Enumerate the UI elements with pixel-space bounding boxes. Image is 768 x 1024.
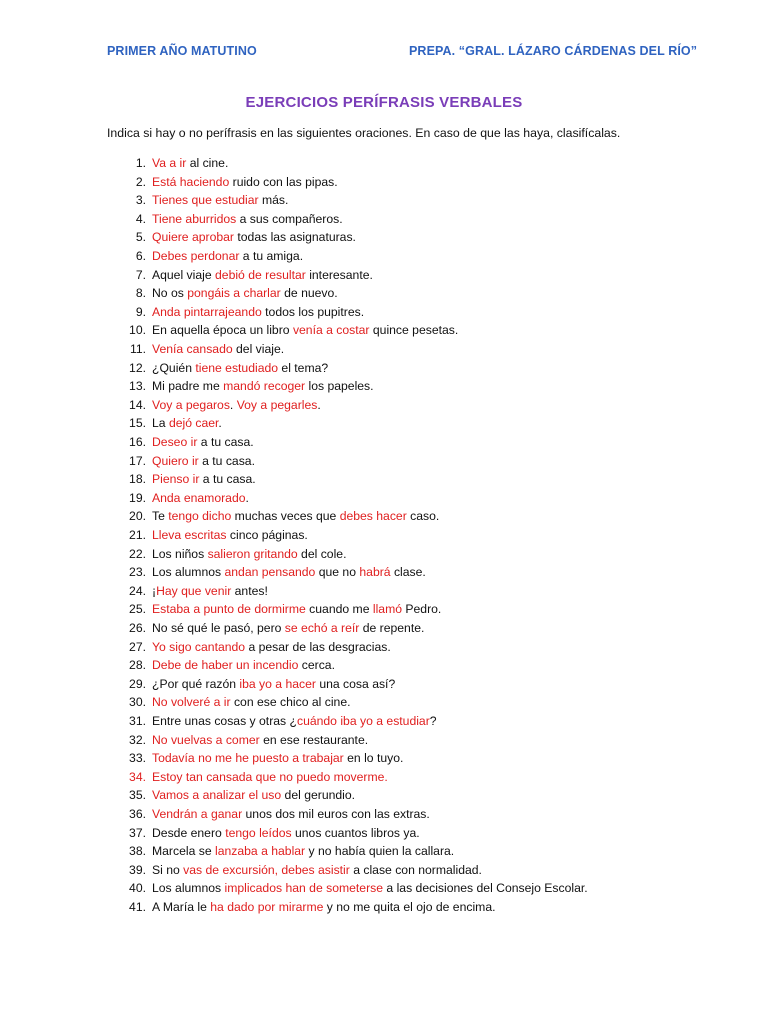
item-sentence	[152, 526, 308, 545]
item-sentence	[152, 173, 338, 192]
item-sentence	[152, 656, 335, 675]
list-item	[0, 805, 700, 824]
sentence-text: unos cuantos libros ya.	[291, 825, 420, 840]
item-sentence	[152, 414, 222, 433]
periphrasis-highlight: pongáis a charlar	[187, 286, 281, 301]
sentence-text: a las decisiones del Consejo Escolar.	[383, 881, 588, 896]
sentence-text: que no	[315, 565, 360, 580]
item-number: 4.	[135, 211, 146, 226]
sentence-text: A María le	[152, 900, 211, 914]
item-sentence	[152, 600, 441, 619]
periphrasis-highlight: tengo dicho	[168, 509, 232, 524]
item-sentence	[152, 154, 228, 173]
list-item	[0, 507, 700, 526]
sentence-text: más.	[258, 193, 289, 208]
item-number: 14.	[129, 397, 146, 412]
periphrasis-highlight: Estoy tan cansada	[152, 769, 253, 784]
periphrasis-highlight: Tiene aburridos	[152, 211, 237, 226]
sentence-text: Entre unas cosas y otras ¿	[152, 714, 297, 728]
list-item	[0, 377, 700, 396]
periphrasis-highlight: mandó recoger	[223, 379, 306, 394]
periphrasis-highlight: iba yo a hacer	[239, 676, 316, 691]
list-item	[0, 173, 700, 192]
list-item	[0, 786, 700, 805]
periphrasis-highlight: Debes perdonar	[152, 249, 240, 263]
sentence-text: caso.	[406, 509, 440, 524]
item-number: 37.	[129, 825, 146, 840]
item-sentence	[152, 359, 328, 378]
periphrasis-highlight: ha dado por mirarme	[210, 900, 324, 914]
list-item	[0, 359, 700, 378]
list-item	[0, 266, 700, 285]
periphrasis-highlight: lanzaba a hablar	[215, 844, 306, 859]
periphrasis-highlight: Está haciendo	[152, 174, 230, 189]
item-number: 29.	[129, 676, 146, 691]
item-sentence	[152, 247, 303, 266]
sentence-text: con ese chico al cine.	[230, 695, 351, 710]
sentence-text: ¡	[152, 583, 157, 598]
periphrasis-highlight: Voy a pegaros	[152, 397, 230, 412]
sentence-text: clase.	[390, 565, 426, 580]
sentence-text: a pesar de las desgracias.	[245, 639, 391, 654]
item-sentence	[152, 321, 458, 340]
item-number: 21.	[129, 528, 146, 542]
periphrasis-highlight: tengo leídos	[225, 825, 292, 840]
item-sentence	[152, 470, 256, 489]
sentence-text: y no me quita el ojo de encima.	[323, 900, 496, 914]
sentence-text: todos los pupitres.	[261, 304, 365, 319]
periphrasis-highlight: andan pensando	[224, 565, 316, 580]
instruction-text: Indica si hay o no perífrasis en las siguientes oraciones. En caso de que las haya, clasifícalas.	[107, 126, 621, 140]
sentence-text: No os	[152, 286, 188, 301]
item-sentence	[152, 749, 403, 768]
list-item	[0, 879, 700, 898]
sentence-text: al cine.	[186, 156, 229, 170]
sentence-text: cerca.	[298, 658, 335, 673]
item-number: 8.	[135, 286, 146, 301]
sentence-text: Te	[152, 509, 169, 524]
list-item	[0, 284, 700, 303]
item-number: 15.	[129, 416, 146, 431]
list-item	[0, 545, 700, 564]
periphrasis-highlight: Quiero ir	[152, 453, 199, 468]
periphrasis-highlight: Todavía no me he puesto a trabajar	[152, 751, 344, 766]
periphrasis-highlight: Voy a pegarles	[236, 397, 318, 412]
sentence-text: el tema?	[278, 360, 329, 375]
list-item	[0, 526, 700, 545]
periphrasis-highlight: debes hacer	[339, 509, 407, 524]
item-number: 33.	[129, 751, 146, 766]
periphrasis-highlight: Estaba a punto de dormirme	[152, 602, 306, 617]
item-number: 39.	[129, 862, 146, 877]
item-sentence	[152, 191, 288, 210]
sentence-text: a sus compañeros.	[236, 211, 343, 226]
item-sentence	[152, 507, 439, 526]
item-number: 31.	[129, 714, 146, 728]
periphrasis-highlight: tiene estudiado	[195, 360, 279, 375]
item-number: 17.	[129, 453, 146, 468]
list-item	[0, 340, 700, 359]
sentence-text: en ese restaurante.	[259, 732, 369, 747]
item-sentence	[152, 582, 268, 601]
list-item	[0, 414, 700, 433]
item-sentence	[152, 805, 430, 824]
list-item	[0, 303, 700, 322]
item-sentence	[152, 824, 420, 843]
sentence-text: los papeles.	[305, 379, 374, 394]
sentence-text: Los alumnos	[152, 881, 225, 896]
item-number: 9.	[135, 304, 146, 319]
sentence-text: Aquel viaje	[152, 267, 216, 282]
periphrasis-highlight: venía a costar	[292, 323, 370, 338]
list-item	[0, 247, 700, 266]
sentence-text: .	[245, 490, 249, 505]
sentence-text: y no había quien la callara.	[305, 844, 455, 859]
periphrasis-highlight: No volveré a ir	[152, 695, 231, 710]
item-number: 11.	[129, 342, 146, 356]
item-number: 16.	[129, 435, 146, 449]
sentence-text: del viaje.	[232, 342, 285, 356]
periphrasis-highlight: Hay que venir	[156, 583, 232, 598]
list-item	[0, 619, 700, 638]
sentence-text: que no	[252, 769, 297, 784]
sentence-text: unos dos mil euros con las extras.	[242, 807, 430, 821]
item-sentence	[152, 619, 424, 638]
list-item	[0, 638, 700, 657]
sentence-text: Si no	[152, 862, 184, 877]
item-sentence	[152, 861, 482, 880]
list-item	[0, 600, 700, 619]
item-number: 28.	[129, 658, 146, 673]
item-sentence	[152, 340, 284, 359]
sentence-text: del cole.	[297, 546, 347, 561]
item-number: 35.	[129, 788, 146, 803]
item-number: 1.	[135, 156, 146, 170]
item-sentence	[152, 228, 356, 247]
item-number: 6.	[135, 249, 146, 263]
periphrasis-highlight: puedo moverme	[296, 769, 385, 784]
list-item	[0, 321, 700, 340]
periphrasis-highlight: salieron gritando	[207, 546, 298, 561]
item-number: 19.	[129, 490, 146, 505]
list-item	[0, 433, 700, 452]
periphrasis-highlight: Yo sigo cantando	[152, 639, 246, 654]
header-right: PREPA. “GRAL. LÁZARO CÁRDENAS DEL RÍO”	[409, 44, 698, 58]
item-number: 18.	[129, 472, 146, 487]
list-item	[0, 824, 700, 843]
periphrasis-highlight: cuándo iba yo a estudiar	[296, 714, 430, 728]
periphrasis-highlight: vas de excursión, debes asistir	[183, 862, 350, 877]
list-item	[0, 731, 700, 750]
sentence-text: Mi padre me	[152, 379, 224, 394]
item-sentence	[152, 898, 495, 917]
list-item	[0, 861, 700, 880]
sentence-text: de nuevo.	[280, 286, 338, 301]
sentence-text: .	[317, 397, 321, 412]
item-sentence	[152, 452, 255, 471]
item-number: 13.	[129, 379, 146, 394]
item-number: 30.	[129, 695, 146, 710]
sentence-text: No sé qué le pasó, pero	[152, 621, 285, 635]
sentence-text: interesante.	[305, 267, 373, 282]
item-sentence	[152, 879, 588, 898]
item-sentence	[152, 638, 391, 657]
sentence-text: de repente.	[359, 621, 425, 635]
item-sentence	[152, 433, 254, 452]
sentence-text: La	[152, 416, 169, 431]
periphrasis-highlight: se echó a reír	[284, 621, 360, 635]
item-number: 12.	[129, 360, 146, 375]
sentence-text: Marcela se	[152, 844, 215, 859]
sentence-text: ¿Por qué razón	[152, 676, 240, 691]
periphrasis-highlight: Quiere aprobar	[152, 230, 234, 245]
periphrasis-highlight: Anda enamorado	[152, 490, 246, 505]
list-item	[0, 228, 700, 247]
item-number: 32.	[129, 732, 146, 747]
item-number: 24.	[129, 583, 146, 598]
item-number: 10.	[129, 323, 146, 338]
list-item	[0, 898, 700, 917]
sentence-text: cinco páginas.	[226, 528, 308, 542]
sentence-text: a tu amiga.	[239, 249, 304, 263]
periphrasis-highlight: Vendrán a ganar	[152, 807, 243, 821]
periphrasis-highlight: llamó	[372, 602, 402, 617]
sentence-text: una cosa así?	[315, 676, 396, 691]
sentence-text: .	[384, 769, 388, 784]
list-item	[0, 396, 700, 415]
item-sentence	[152, 731, 368, 750]
periphrasis-highlight: debió de resultar	[215, 267, 306, 282]
item-sentence	[152, 377, 374, 396]
list-item	[0, 749, 700, 768]
sentence-text: ¿Quién	[152, 360, 196, 375]
list-item	[0, 582, 700, 601]
periphrasis-highlight: Debe de haber un incendio	[152, 658, 299, 673]
periphrasis-highlight: Pienso ir	[152, 472, 200, 487]
header-left: PRIMER AÑO MATUTINO	[107, 44, 257, 58]
sentence-text: Los alumnos	[152, 565, 225, 580]
sentence-text: del gerundio.	[281, 788, 356, 803]
list-item	[0, 470, 700, 489]
item-number: 25.	[129, 602, 146, 617]
periphrasis-highlight: Deseo ir	[152, 435, 198, 449]
list-item	[0, 452, 700, 471]
sentence-text: todas las asignaturas.	[233, 230, 356, 245]
item-number: 38.	[129, 844, 146, 859]
item-sentence	[152, 545, 346, 564]
page-title: EJERCICIOS PERÍFRASIS VERBALES	[245, 94, 523, 111]
sentence-text: a clase con normalidad.	[349, 862, 482, 877]
sentence-text: quince pesetas.	[369, 323, 459, 338]
item-number: 40.	[129, 881, 146, 896]
periphrasis-highlight: Venía cansado	[152, 342, 233, 356]
sentence-text: muchas veces que	[231, 509, 340, 524]
sentence-text: ?	[429, 714, 437, 728]
list-item	[0, 656, 700, 675]
list-item	[0, 675, 700, 694]
periphrasis-highlight: implicados han de someterse	[224, 881, 384, 896]
sentence-text: a tu casa.	[198, 453, 255, 468]
item-sentence	[152, 563, 426, 582]
item-sentence	[152, 489, 249, 508]
item-number: 26.	[129, 621, 146, 635]
list-item	[0, 768, 700, 787]
sentence-text: ruido con las pipas.	[229, 174, 338, 189]
periphrasis-highlight: Anda pintarrajeando	[152, 304, 262, 319]
item-sentence	[152, 266, 373, 285]
item-sentence	[152, 712, 437, 731]
item-sentence	[152, 210, 343, 229]
periphrasis-highlight: No vuelvas a comer	[152, 732, 260, 747]
list-item	[0, 563, 700, 582]
sentence-text: Desde enero	[152, 825, 226, 840]
item-number: 3.	[135, 193, 146, 208]
list-item	[0, 693, 700, 712]
item-sentence	[152, 284, 338, 303]
periphrasis-highlight: Tienes que estudiar	[152, 193, 259, 208]
item-number: 27.	[129, 639, 146, 654]
item-sentence	[152, 675, 395, 694]
periphrasis-highlight: dejó caer	[168, 416, 219, 431]
list-item	[0, 154, 700, 173]
item-sentence	[152, 303, 364, 322]
item-number: 34.	[129, 769, 146, 784]
item-number: 36.	[129, 807, 146, 821]
periphrasis-highlight: Va a ir	[152, 156, 187, 170]
sentence-text: Pedro.	[402, 602, 442, 617]
periphrasis-highlight: Vamos a analizar el uso	[152, 788, 282, 803]
sentence-text: antes!	[231, 583, 268, 598]
item-number: 41.	[129, 900, 146, 914]
periphrasis-highlight: habrá	[359, 565, 391, 580]
item-number: 2.	[135, 174, 146, 189]
item-number: 7.	[135, 267, 146, 282]
item-sentence	[152, 693, 351, 712]
sentence-text: .	[218, 416, 222, 431]
sentence-text: cuando me	[305, 602, 373, 617]
list-item	[0, 712, 700, 731]
sentence-text: .	[229, 397, 237, 412]
sentence-text: a tu casa.	[197, 435, 254, 449]
item-sentence	[152, 396, 321, 415]
sentence-text: En aquella época un libro	[152, 323, 293, 338]
item-number: 23.	[129, 565, 146, 580]
item-sentence	[152, 786, 355, 805]
item-sentence	[152, 842, 454, 861]
periphrasis-highlight: Lleva escritas	[152, 528, 227, 542]
list-item	[0, 489, 700, 508]
sentence-text: Los niños	[152, 546, 208, 561]
list-item	[0, 191, 700, 210]
item-sentence	[152, 768, 388, 787]
sentence-text: a tu casa.	[199, 472, 256, 487]
list-item	[0, 842, 700, 861]
item-number: 5.	[135, 230, 146, 245]
sentence-text: en lo tuyo.	[343, 751, 404, 766]
item-number: 22.	[129, 546, 146, 561]
list-item	[0, 210, 700, 229]
item-number: 20.	[129, 509, 146, 524]
